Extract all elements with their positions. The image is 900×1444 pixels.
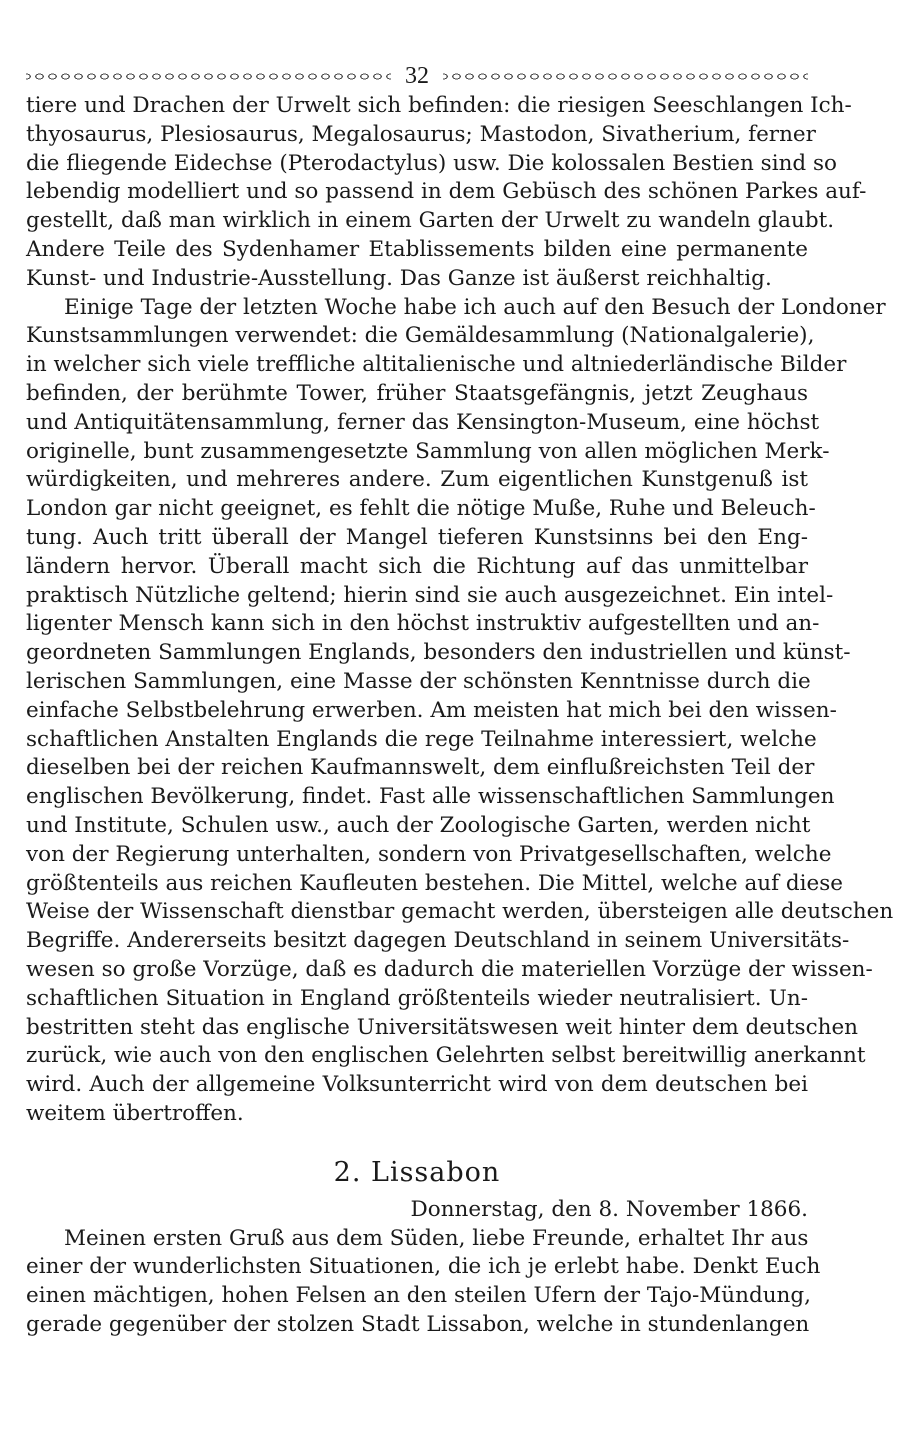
text-line: würdigkeiten, und mehreres andere. Zum eigentlichen Kunstgenuß ist [26, 467, 808, 493]
text-line: ländern hervor. Überall macht sich die Richtung auf das unmittelbar [26, 553, 808, 579]
text-line: ligenter Mensch kann sich in den höchst instruktiv aufgestellten und an- [26, 611, 820, 637]
text-line: Begriffe. Andererseits besitzt dagegen Deutschland in seinem Universitäts- [26, 928, 850, 954]
text-line: gerade gegenüber der stolzen Stadt Lissabon, welche in stundenlangen [26, 1312, 810, 1338]
text-line: schaftlichen Situation in England größtenteils wieder neutralisiert. Un- [26, 985, 808, 1011]
paragraph [26, 92, 867, 294]
left-ornament-rule [26, 72, 391, 81]
paragraph [26, 1225, 821, 1340]
text-line: in welcher sich viele treffliche altitalienische und altniederländische Bilder [26, 352, 847, 378]
text-line: tiere und Drachen der Urwelt sich befinden: die riesigen Seeschlangen Ich- [26, 93, 852, 118]
text-line: wesen so große Vorzüge, daß es dadurch die materiellen Vorzüge der wissen- [26, 956, 873, 982]
text-line: gestellt, daß man wirklich in einem Garten der Urwelt zu wandeln glaubt. [26, 208, 835, 234]
text-line: wird. Auch der allgemeine Volksunterricht wird von dem deutschen bei [26, 1072, 808, 1098]
text-line: Kunstsammlungen verwendet: die Gemäldesammlung (Nationalgalerie), [26, 323, 815, 349]
body-text [26, 92, 894, 1129]
text-line: originelle, bunt zusammengesetzte Sammlung von allen möglichen Merk- [26, 438, 830, 464]
text-line: englischen Bevölkerung, findet. Fast alle wissenschaftlichen Sammlungen [26, 784, 835, 810]
text-line: Kunst- und Industrie-Ausstellung. Das Ganze ist äußerst reichhaltig. [26, 265, 772, 291]
text-line: London gar nicht geeignet, es fehlt die nötige Muße, Ruhe und Beleuch- [26, 496, 816, 522]
text-line: praktisch Nützliche geltend; hierin sind sie auch ausgezeichnet. Ein intel- [26, 582, 834, 608]
text-line: geordneten Sammlungen Englands, besonders den industriellen und künst- [26, 640, 851, 666]
page-number: 32 [405, 63, 429, 89]
text-line: einen mächtigen, hohen Felsen an den steilen Ufern der Tajo-Mündung, [26, 1283, 811, 1309]
running-head [26, 60, 808, 92]
text-line: thyosaurus, Plesiosaurus, Megalosaurus; Mastodon, Sivatherium, ferner [26, 121, 816, 147]
dateline: Donnerstag, den 8. November 1866. [410, 1196, 808, 1222]
text-line: und Antiquitätensammlung, ferner das Kensington-Museum, eine höchst [26, 409, 820, 435]
section-title: 2. Lissabon [333, 1156, 501, 1188]
text-line: Einige Tage der letzten Woche habe ich auch auf den Besuch der Londoner [64, 294, 886, 320]
text-line: Andere Teile des Sydenhamer Etablissements bilden eine permanente [26, 236, 808, 262]
section-body-text [26, 1225, 821, 1340]
text-line: bestritten steht das englische Universitätswesen weit hinter dem deutschen [26, 1014, 859, 1040]
text-line: die fliegende Eidechse (Pterodactylus) usw. Die kolossalen Bestien sind so [26, 150, 837, 176]
text-line: Weise der Wissenschaft dienstbar gemacht werden, übersteigen alle deutschen [26, 899, 894, 925]
text-line: schaftlichen Anstalten Englands die rege Teilnahme interessiert, welche [26, 726, 817, 752]
text-line: befinden, der berühmte Tower, früher Staatsgefängnis, jetzt Zeughaus [26, 380, 808, 406]
text-line: von der Regierung unterhalten, sondern von Privatgesellschaften, welche [26, 841, 832, 867]
text-line: und Institute, Schulen usw., auch der Zoologische Garten, werden nicht [26, 812, 811, 838]
paragraph [26, 294, 894, 1129]
text-line: einfache Selbstbelehrung erwerben. Am meisten hat mich bei den wissen- [26, 697, 837, 723]
text-line: lebendig modelliert und so passend in dem Gebüsch des schönen Parkes auf- [26, 179, 867, 205]
text-line: einer der wunderlichsten Situationen, die ich je erlebt habe. Denkt Euch [26, 1254, 821, 1280]
right-ornament-rule [443, 72, 808, 81]
text-line: zurück, wie auch von den englischen Gelehrten selbst bereitwillig anerkannt [26, 1043, 866, 1069]
book-page [26, 60, 894, 1340]
text-line: lerischen Sammlungen, eine Masse der schönsten Kenntnisse durch die [26, 668, 811, 694]
text-line: tung. Auch tritt überall der Mangel tieferen Kunstsinns bei den Eng- [26, 524, 808, 550]
text-line: größtenteils aus reichen Kaufleuten bestehen. Die Mittel, welche auf diese [26, 870, 844, 896]
text-line: Meinen ersten Gruß aus dem Süden, liebe Freunde, erhaltet Ihr aus [64, 1225, 809, 1251]
text-line: weitem übertroffen. [26, 1100, 244, 1126]
text-line: dieselben bei der reichen Kaufmannswelt, dem einflußreichsten Teil der [26, 755, 815, 781]
